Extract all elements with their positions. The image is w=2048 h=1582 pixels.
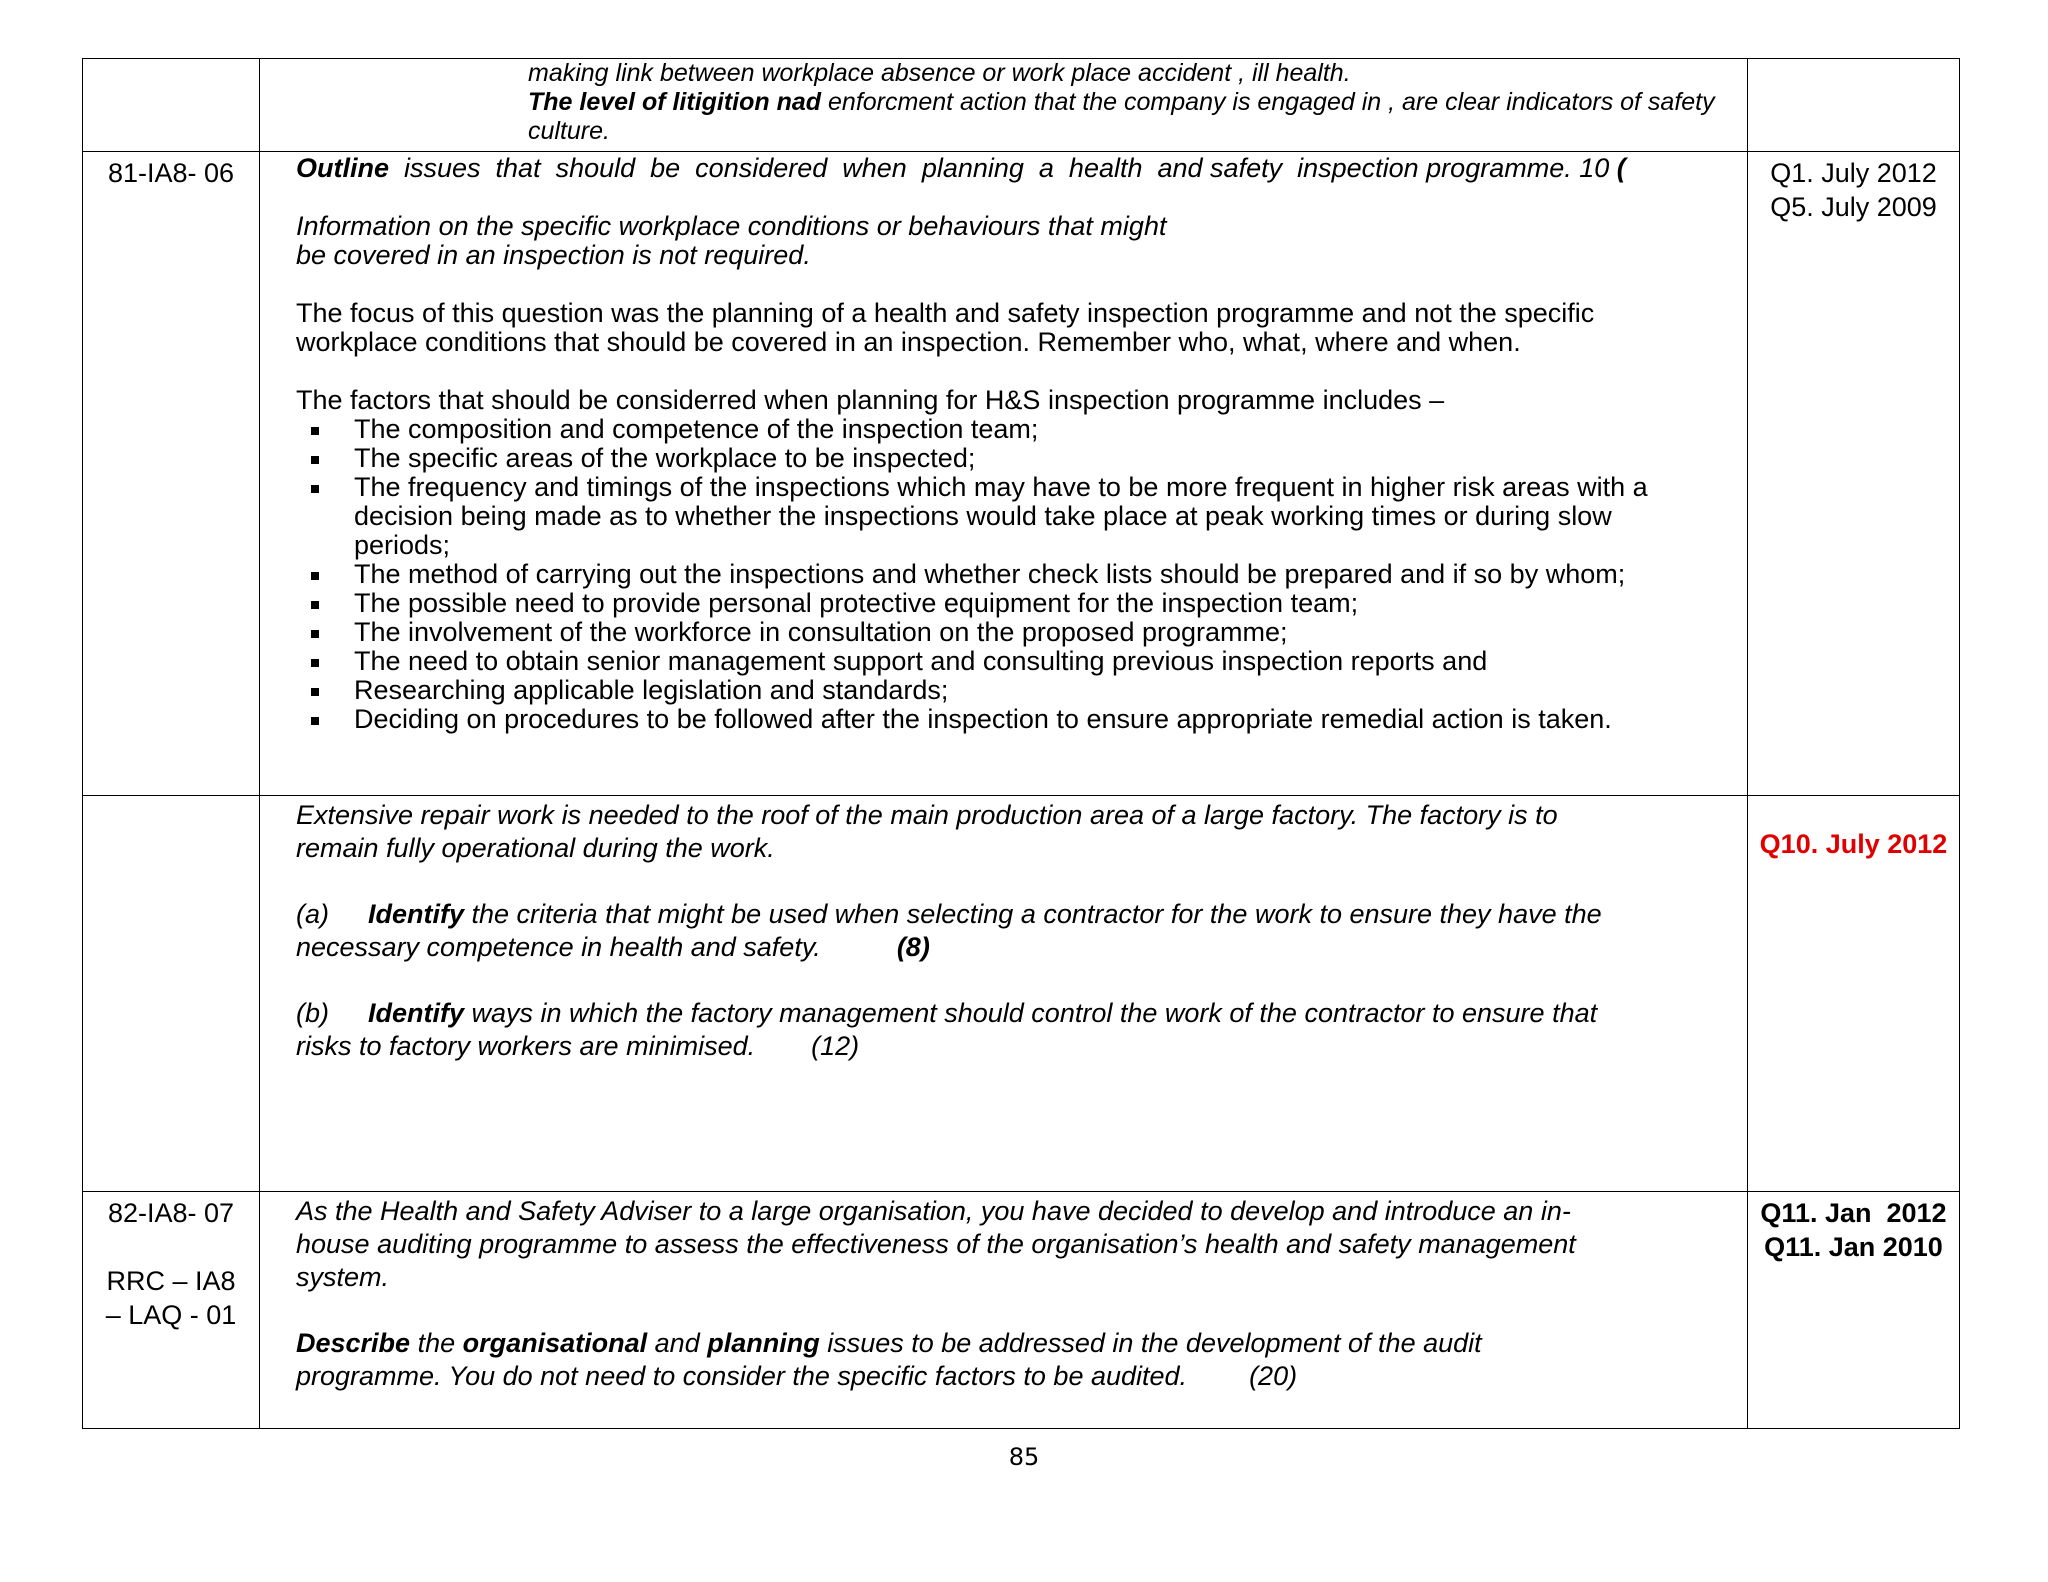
list-item: The frequency and timings of the inspections which may have to be more frequent in higher risk areas with a decision being made as to whether the inspections would take place at peak working times or during slow periods; — [296, 473, 1699, 560]
answer-cell — [260, 152, 1748, 796]
question-ref: RRC – IA8 — [106, 1266, 236, 1296]
focus-line: workplace conditions that should be covered in an inspection. Remember who, what, where and when. — [296, 327, 1521, 357]
exam-source: Q1. July 2012 — [1770, 158, 1937, 188]
exam-source: Q11. Jan 2012 — [1760, 1198, 1947, 1228]
describe-line: Describe the organisational and planning issues to be addressed in the development of the audit — [296, 1328, 1482, 1358]
answer-cell — [260, 796, 1748, 1192]
question-text: Outline issues that should be considered when planning a health and safety inspection programme. 10 ( — [296, 153, 1626, 183]
part-a-cont: necessary competence in health and safety. (8) — [296, 932, 930, 962]
list-item: The involvement of the workforce in consultation on the proposed programme; — [296, 618, 1699, 647]
question-ref: 82-IA8- 07 — [107, 1198, 235, 1228]
factors-list — [296, 415, 1739, 734]
table-row — [83, 796, 1960, 1192]
answer-line: making link between workplace absence or work place accident , ill health. — [528, 59, 1351, 87]
source-cell — [1748, 1192, 1960, 1429]
list-item: The composition and competence of the inspection team; — [296, 415, 1699, 444]
question-table — [82, 58, 1960, 1429]
exam-source: Q11. Jan 2010 — [1764, 1232, 1943, 1262]
exam-source: Q5. July 2009 — [1770, 192, 1937, 222]
scenario-line: remain fully operational during the work. — [296, 833, 775, 863]
list-item: Researching applicable legislation and standards; — [296, 676, 1699, 705]
answer-line: The level of litigition nad enforcment action that the company is engaged in , are clear indicators of safety — [528, 88, 1715, 116]
answer-cell — [260, 1192, 1748, 1429]
ref-cell — [83, 59, 260, 152]
scenario-line: system. — [296, 1262, 390, 1292]
answer-line: culture. — [528, 117, 610, 145]
list-item: The method of carrying out the inspections and whether check lists should be prepared and if so by whom; — [296, 560, 1699, 589]
factors-intro: The factors that should be considerred when planning for H&S inspection programme includes – — [296, 385, 1445, 415]
describe-cont: programme. You do not need to consider the specific factors to be audited. (20) — [296, 1361, 1298, 1391]
list-item: The need to obtain senior management support and consulting previous inspection reports and — [296, 647, 1699, 676]
ref-cell — [83, 1192, 260, 1429]
scenario-line: house auditing programme to assess the effectiveness of the organisation’s health and safety management — [296, 1229, 1576, 1259]
list-item: Deciding on procedures to be followed after the inspection to ensure appropriate remedial action is taken. — [296, 705, 1699, 734]
exam-source-highlight: Q10. July 2012 — [1759, 829, 1948, 859]
source-cell — [1748, 152, 1960, 796]
answer-cell — [260, 59, 1748, 152]
source-cell — [1748, 796, 1960, 1192]
scenario-line: As the Health and Safety Adviser to a large organisation, you have decided to develop and introduce an in- — [296, 1196, 1571, 1226]
focus-line: The focus of this question was the planning of a health and safety inspection programme and not the specific — [296, 298, 1595, 328]
question-ref: – LAQ - 01 — [105, 1300, 237, 1330]
list-item: The possible need to provide personal protective equipment for the inspection team; — [296, 589, 1699, 618]
note-line: be covered in an inspection is not required. — [296, 240, 811, 270]
page-number: 85 — [1008, 1443, 1040, 1471]
table-row — [83, 1192, 1960, 1429]
source-cell — [1748, 59, 1960, 152]
table-row — [83, 152, 1960, 796]
ref-cell — [83, 796, 260, 1192]
scenario-line: Extensive repair work is needed to the roof of the main production area of a large factory. The factory is to — [296, 800, 1558, 830]
part-a: (a) Identify the criteria that might be used when selecting a contractor for the work to ensure they have the — [296, 899, 1602, 929]
table-row — [83, 59, 1960, 152]
question-ref: 81-IA8- 06 — [107, 158, 235, 188]
note-line: Information on the specific workplace conditions or behaviours that might — [296, 211, 1167, 241]
part-b: (b) Identify ways in which the factory management should control the work of the contractor to ensure that — [296, 998, 1598, 1028]
list-item: The specific areas of the workplace to be inspected; — [296, 444, 1699, 473]
ref-cell — [83, 152, 260, 796]
part-b-cont: risks to factory workers are minimised. (12) — [296, 1031, 860, 1061]
